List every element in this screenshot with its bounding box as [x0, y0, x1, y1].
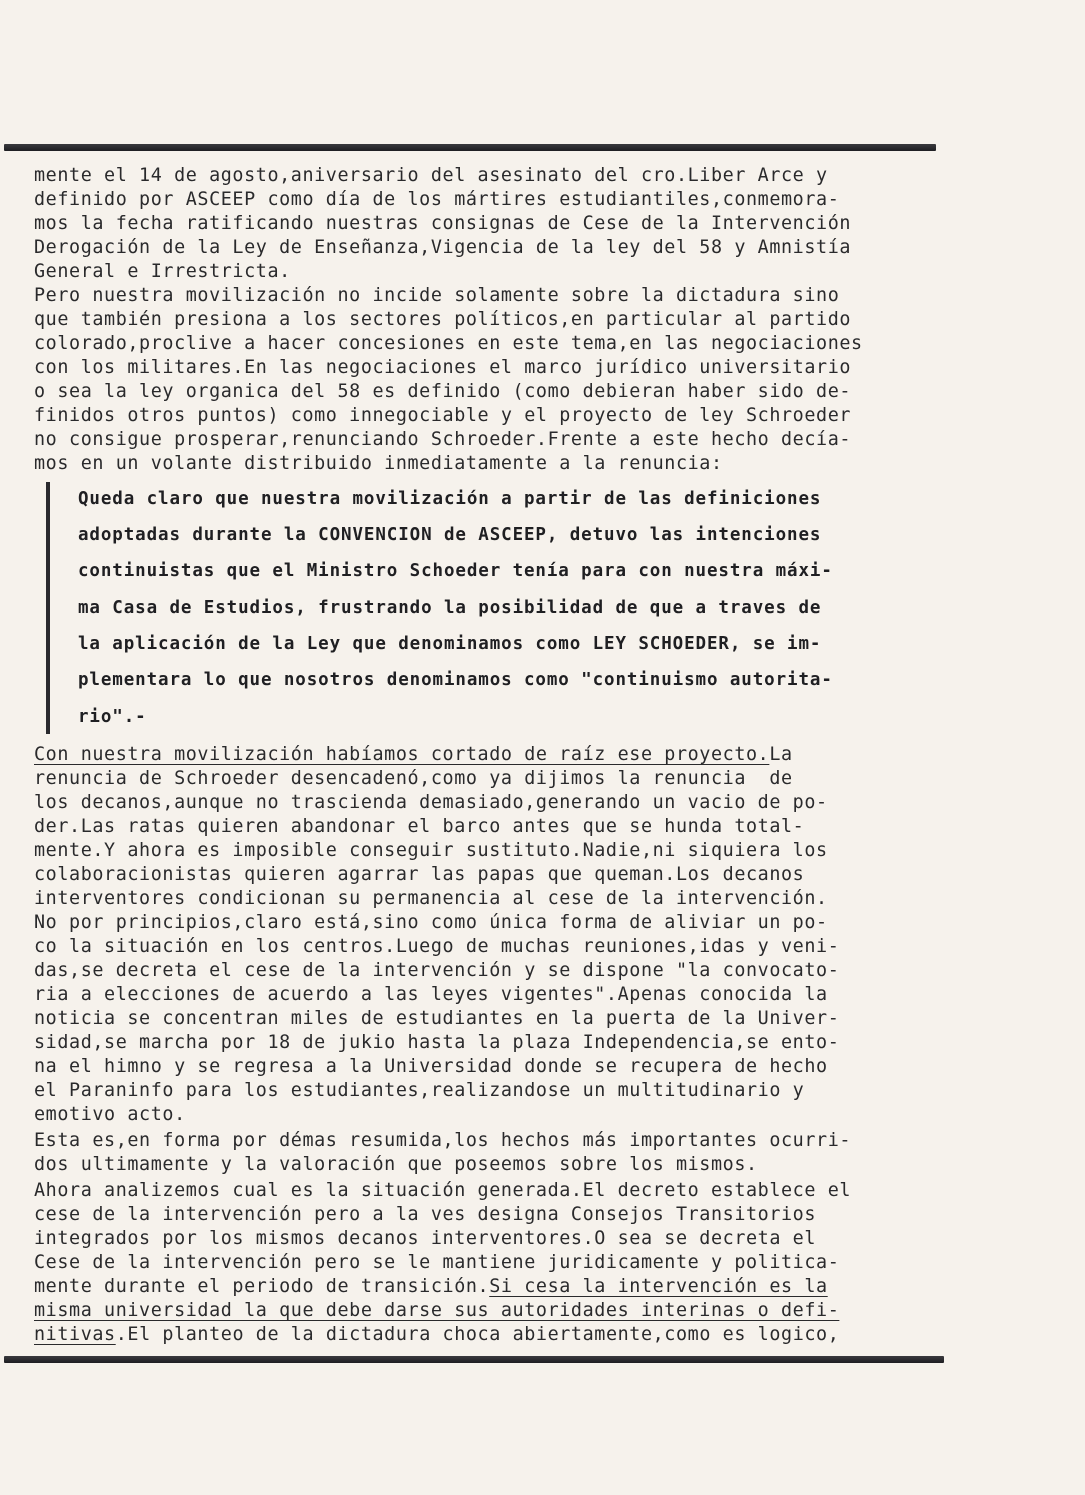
text-line: ria a elecciones de acuerdo a las leyes vigentes".Apenas conocida la — [34, 984, 828, 1005]
text-span: La — [769, 744, 793, 765]
text-line — [34, 1276, 828, 1298]
quote-line: rio".- — [78, 707, 147, 727]
top-rule — [4, 144, 936, 151]
text-line: no consigue prosperar,renunciando Schroeder.Frente a este hecho decía- — [34, 429, 852, 450]
text-line: Ahora analizemos cual es la situación generada.El decreto establece el — [34, 1180, 852, 1201]
text-line: Esta es,en forma por démas resumida,los hechos más importantes ocurri- — [34, 1130, 852, 1151]
text-line: das,se decreta el cese de la intervención y se dispone "la convocato- — [34, 960, 840, 981]
text-line: interventores condicionan su permanencia al cese de la intervención. — [34, 888, 828, 909]
text-line: emotivo acto. — [34, 1104, 186, 1125]
text-line: mos en un volante distribuido inmediatamente a la renuncia: — [34, 453, 723, 474]
text-line — [34, 1300, 839, 1322]
underlined-text: Si cesa la intervención es la — [489, 1276, 828, 1297]
text-line: cese de la intervención pero a la ves designa Consejos Transitorios — [34, 1204, 817, 1225]
text-line: Pero nuestra movilización no incide solamente sobre la dictadura sino — [34, 285, 840, 306]
text-line: definido por ASCEEP como día de los mártires estudiantiles,conmemora- — [34, 189, 840, 210]
text-line: colorado,proclive a hacer concesiones en este tema,en las negociaciones — [34, 333, 863, 354]
text-line: o sea la ley organica del 58 es definido (como debieran haber sido de- — [34, 381, 852, 402]
bottom-rule — [4, 1356, 944, 1363]
quote-line: adoptadas durante la CONVENCION de ASCEEP, detuvo las intenciones — [78, 525, 822, 545]
quote-bar — [46, 482, 50, 734]
text-span: mente durante el periodo de transición. — [34, 1276, 490, 1297]
text-line: dos ultimamente y la valoración que poseemos sobre los mismos. — [34, 1154, 758, 1175]
text-line: mente.Y ahora es imposible conseguir sustituto.Nadie,ni siquiera los — [34, 840, 828, 861]
text-line — [34, 1324, 839, 1346]
underlined-text: nitivas — [34, 1324, 116, 1345]
text-line: General e Irrestricta. — [34, 261, 291, 282]
text-line: Derogación de la Ley de Enseñanza,Vigencia de la ley del 58 y Amnistía — [34, 237, 852, 258]
text-line: colaboracionistas quieren agarrar las papas que queman.Los decanos — [34, 864, 805, 885]
text-span: .El planteo de la dictadura choca abiertamente,como es logico, — [115, 1324, 840, 1345]
quote-line: plementara lo que nosotros denominamos como "continuismo autorita- — [78, 670, 833, 690]
text-line: integrados por los mismos decanos interventores.O sea se decreta el — [34, 1228, 817, 1249]
text-line: los decanos,aunque no trascienda demasiado,generando un vacio de po- — [34, 792, 828, 813]
quote-line: ma Casa de Estudios, frustrando la posibilidad de que a traves de — [78, 598, 822, 618]
text-line: sidad,se marcha por 18 de jukio hasta la plaza Independencia,se ento- — [34, 1032, 840, 1053]
underlined-text: misma universidad la que debe darse sus autoridades interinas o defi- — [34, 1300, 840, 1321]
quote-line: la aplicación de la Ley que denominamos como LEY SCHOEDER, se im- — [78, 634, 822, 654]
underlined-text: Con nuestra movilización habíamos cortado de raíz ese proyecto. — [34, 744, 770, 765]
text-line: mos la fecha ratificando nuestras consignas de Cese de la Intervención — [34, 213, 852, 234]
quote-line: continuistas que el Ministro Schoeder tenía para con nuestra máxi- — [78, 561, 833, 581]
text-line: finidos otros puntos) como innegociable y el proyecto de ley Schroeder — [34, 405, 852, 426]
text-line: der.Las ratas quieren abandonar el barco antes que se hunda total- — [34, 816, 805, 837]
text-line: renuncia de Schroeder desencadenó,como ya dijimos la renuncia de — [34, 768, 793, 789]
text-line: Cese de la intervención pero se le mantiene juridicamente y politica- — [34, 1252, 840, 1273]
quote-line: Queda claro que nuestra movilización a partir de las definiciones — [78, 489, 822, 509]
text-line — [34, 744, 793, 766]
text-line: mente el 14 de agosto,aniversario del asesinato del cro.Liber Arce y — [34, 165, 828, 186]
text-line: No por principios,claro está,sino como única forma de aliviar un po- — [34, 912, 828, 933]
text-line: noticia se concentran miles de estudiantes en la puerta de la Univer- — [34, 1008, 840, 1029]
text-line: na el himno y se regresa a la Universidad donde se recupera de hecho — [34, 1056, 828, 1077]
text-line: co la situación en los centros.Luego de muchas reuniones,idas y veni- — [34, 936, 840, 957]
text-line: que también presiona a los sectores políticos,en particular al partido — [34, 309, 852, 330]
text-line: con los militares.En las negociaciones el marco jurídico universitario — [34, 357, 852, 378]
text-line: el Paraninfo para los estudiantes,realizandose un multitudinario y — [34, 1080, 805, 1101]
